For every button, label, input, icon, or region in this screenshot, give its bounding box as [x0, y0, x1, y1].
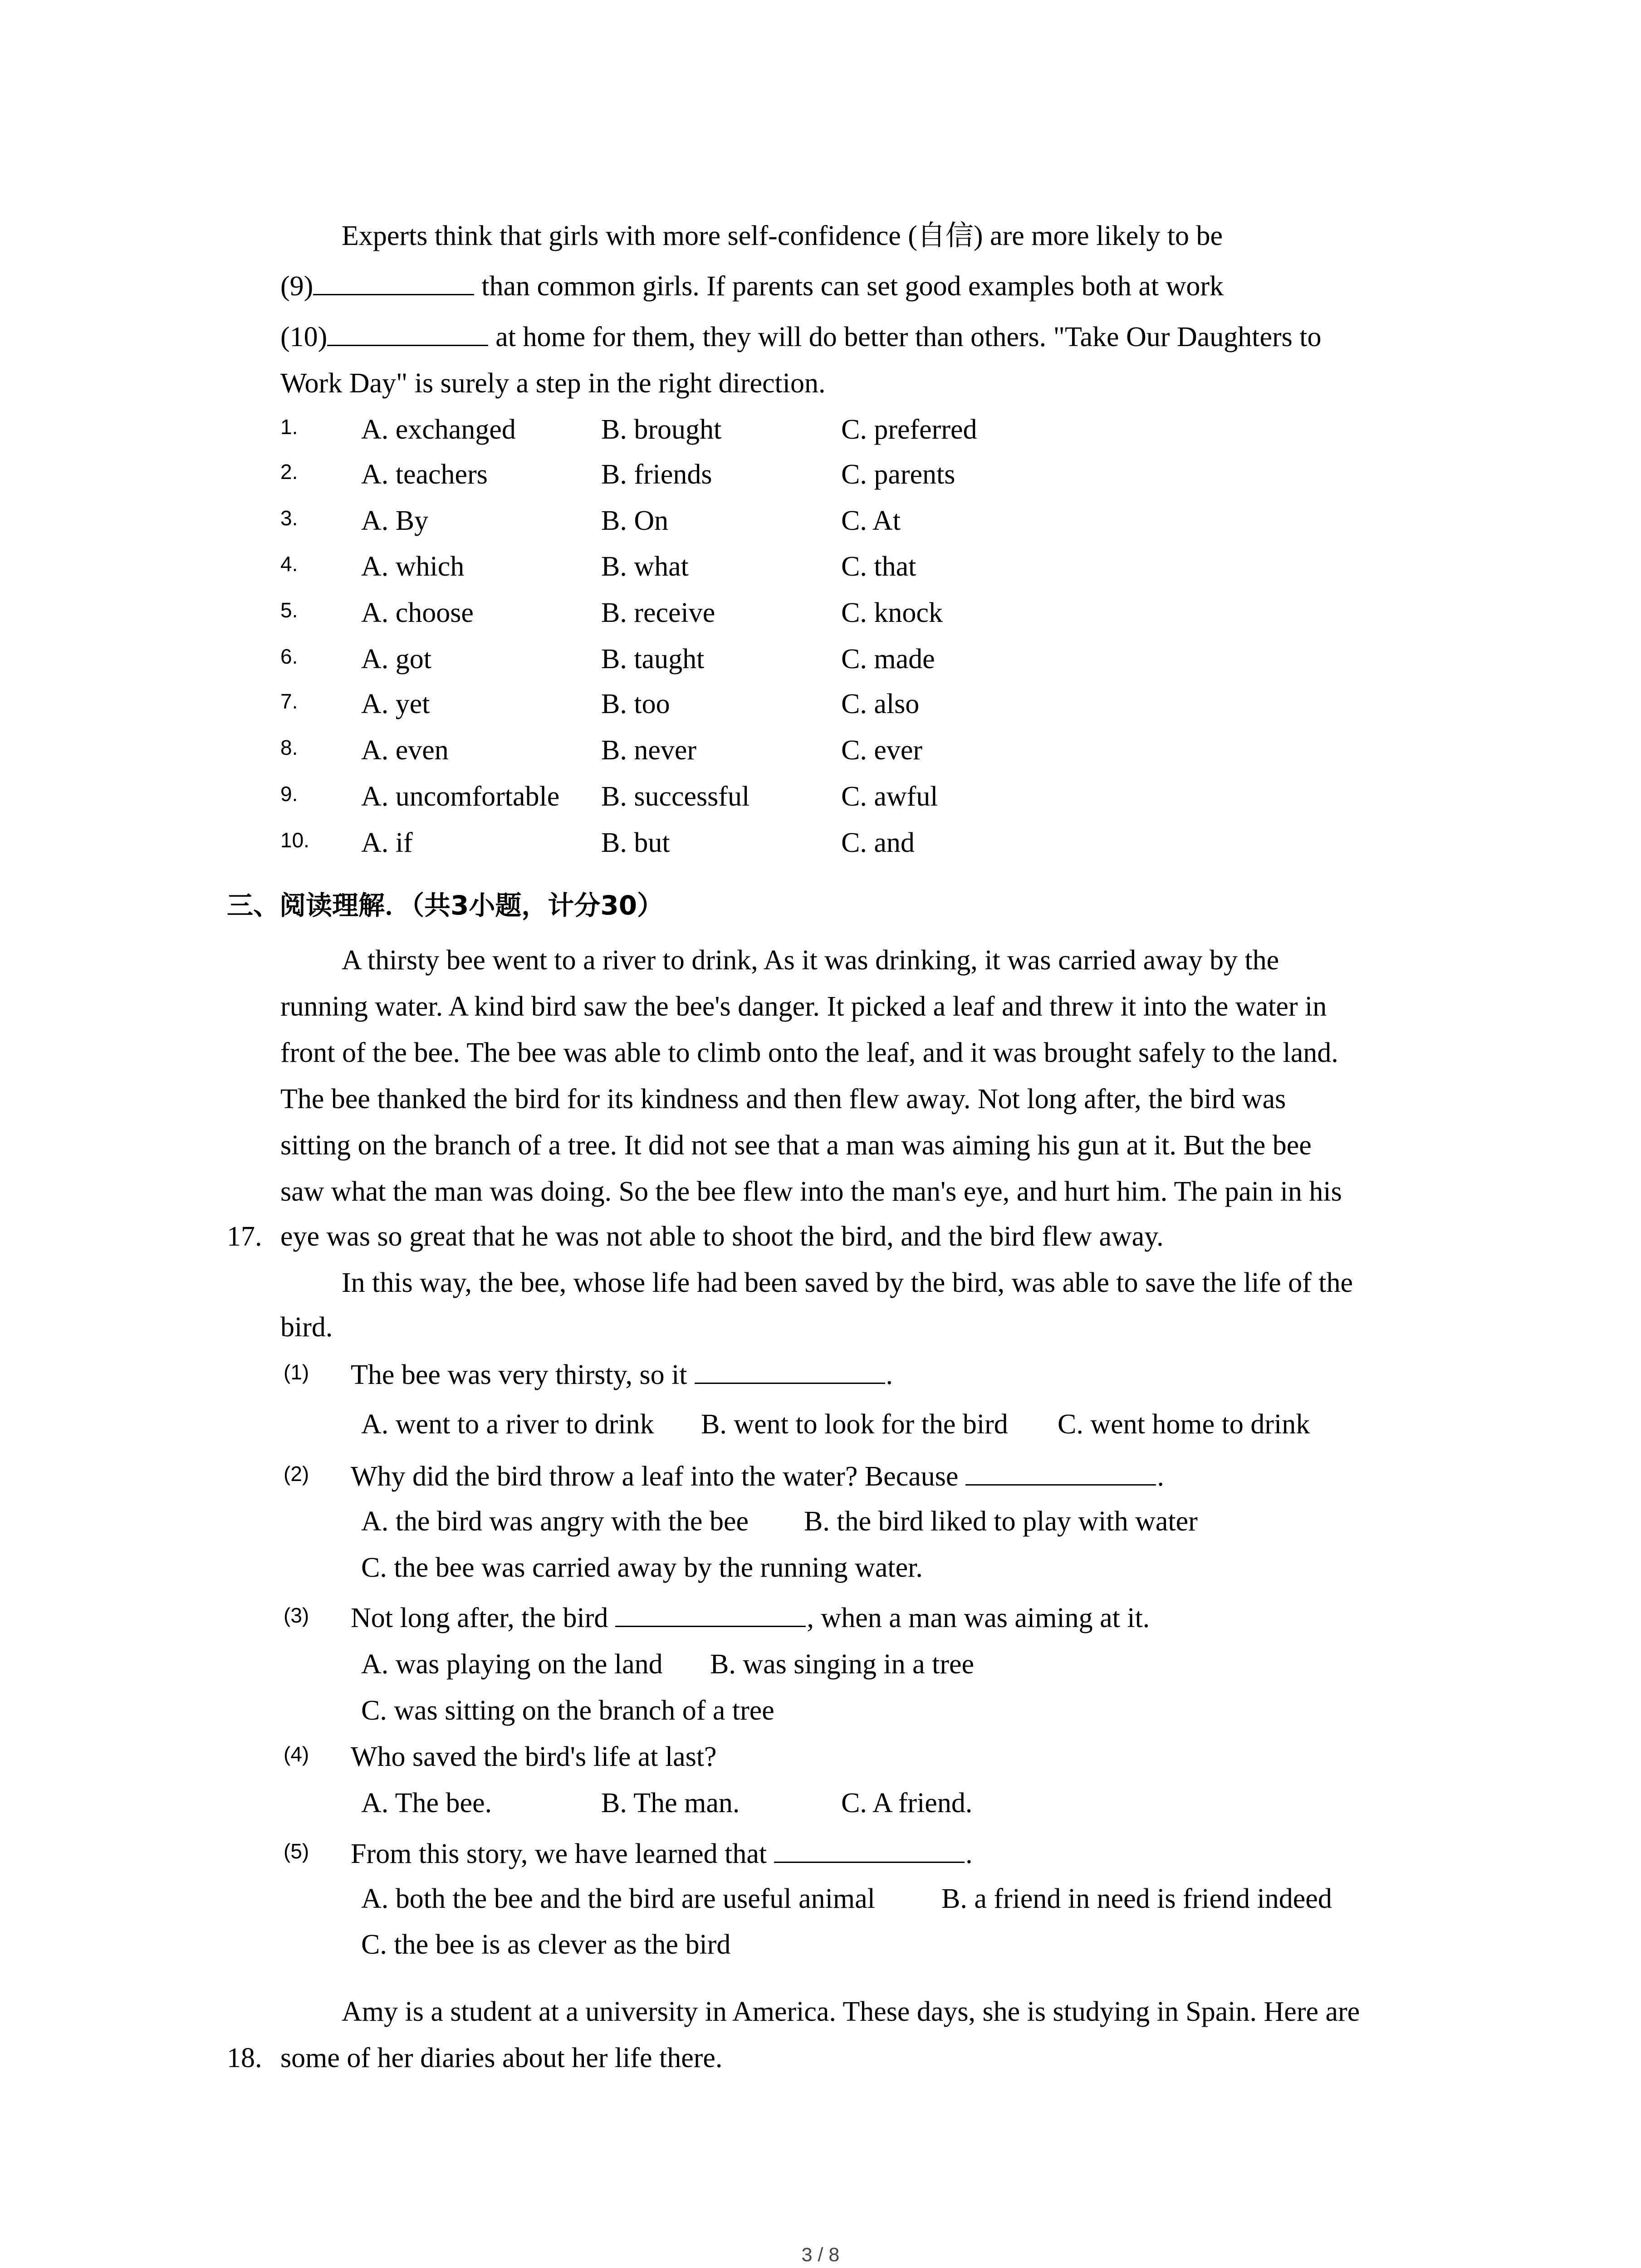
option-a: A. exchanged — [361, 414, 516, 445]
option-c: C. the bee was carried away by the running water. — [361, 1552, 923, 1583]
option-a: A. was playing on the land — [361, 1649, 663, 1680]
stem-text: Why did the bird throw a leaf into the water? Because — [351, 1461, 959, 1492]
option-a: A. went to a river to drink — [361, 1409, 654, 1440]
option-c: C. made — [841, 644, 935, 675]
cloze-line: Experts think that girls with more self-confidence (自信) are more likely to be — [342, 220, 1223, 251]
passage-17-line: In this way, the bee, whose life had been saved by the bird, was able to save the life of the — [342, 1267, 1353, 1298]
passage-17-line: running water. A kind bird saw the bee's danger. It picked a leaf and threw it into the water in — [280, 991, 1327, 1022]
passage-18-line: Amy is a student at a university in America. These days, she is studying in Spain. Here are — [342, 1996, 1360, 2027]
option-c: C. that — [841, 551, 916, 582]
sub-question-stem — [351, 1600, 1150, 1636]
option-c: C. parents — [841, 459, 955, 490]
option-b: B. taught — [601, 644, 705, 675]
option-number: 4. — [280, 552, 298, 576]
passage-17-line: bird. — [280, 1312, 333, 1343]
option-b: B. friends — [601, 459, 712, 490]
option-b: B. The man. — [601, 1788, 740, 1818]
option-b: B. successful — [601, 781, 750, 812]
option-b: B. went to look for the bird — [701, 1409, 1008, 1440]
option-number: 6. — [280, 645, 298, 668]
option-a: A. even — [361, 735, 449, 766]
option-c: C. preferred — [841, 414, 977, 445]
option-b: B. but — [601, 827, 670, 858]
option-number: 5. — [280, 598, 298, 622]
stem-text: , when a man was aiming at it. — [807, 1603, 1150, 1633]
answer-blank — [327, 322, 488, 346]
option-a: A. uncomfortable — [361, 781, 560, 812]
section-heading: 三、阅读理解．（共3小题，计分30） — [227, 890, 664, 921]
passage-17-line: eye was so great that he was not able to shoot the bird, and the bird flew away. — [280, 1221, 1164, 1252]
option-c: C. A friend. — [841, 1788, 973, 1818]
option-number: 1. — [280, 415, 298, 439]
option-a: A. the bird was angry with the bee — [361, 1506, 749, 1537]
passage-17-line: saw what the man was doing. So the bee flew into the man's eye, and hurt him. The pain in his — [280, 1176, 1342, 1207]
cloze-text: than common girls. If parents can set good examples both at work — [481, 271, 1224, 302]
option-b: B. never — [601, 735, 697, 766]
answer-blank — [774, 1839, 965, 1863]
option-a: A. The bee. — [361, 1788, 492, 1818]
option-b: B. what — [601, 551, 689, 582]
stem-text: From this story, we have learned that — [351, 1838, 767, 1869]
question-number-17: 17. — [227, 1221, 262, 1252]
sub-question-stem: Who saved the bird's life at last? — [351, 1741, 717, 1772]
page-number: 3 / 8 — [801, 2244, 840, 2266]
answer-blank — [313, 271, 474, 295]
option-c: C. was sitting on the branch of a tree — [361, 1695, 774, 1726]
option-number: 7. — [280, 689, 298, 713]
cloze-text: at home for them, they will do better than others. "Take Our Daughters to — [495, 322, 1322, 352]
option-c: C. the bee is as clever as the bird — [361, 1929, 731, 1960]
option-a: A. By — [361, 505, 429, 536]
option-number: 2. — [280, 460, 298, 484]
option-number: 3. — [280, 506, 298, 530]
blank-number: (10) — [280, 322, 328, 352]
cloze-line: Work Day" is surely a step in the right direction. — [280, 368, 826, 399]
option-number: 8. — [280, 736, 298, 759]
option-c: C. went home to drink — [1058, 1409, 1310, 1440]
option-number: 9. — [280, 782, 298, 806]
cloze-line — [280, 319, 1322, 355]
blank-number: (9) — [280, 271, 314, 302]
sub-question-number: (1) — [284, 1360, 309, 1384]
sub-question-number: (3) — [284, 1603, 309, 1627]
option-c: C. also — [841, 689, 920, 719]
option-b: B. brought — [601, 414, 722, 445]
option-a: A. choose — [361, 597, 474, 628]
option-a: A. both the bee and the bird are useful animal — [361, 1883, 875, 1914]
sub-question-stem — [351, 1458, 1164, 1495]
answer-blank — [965, 1461, 1156, 1486]
stem-text: The bee was very thirsty, so it — [351, 1359, 687, 1390]
option-a: A. if — [361, 827, 413, 858]
option-b: B. receive — [601, 597, 715, 628]
question-number-18: 18. — [227, 2043, 262, 2073]
option-b: B. On — [601, 505, 669, 536]
option-c: C. ever — [841, 735, 923, 766]
option-b: B. was singing in a tree — [710, 1649, 975, 1680]
option-a: A. yet — [361, 689, 430, 719]
sub-question-stem — [351, 1357, 893, 1393]
sub-question-number: (4) — [284, 1742, 309, 1766]
passage-17-line: A thirsty bee went to a river to drink, As it was drinking, it was carried away by the — [342, 945, 1279, 976]
option-c: C. and — [841, 827, 915, 858]
sub-question-stem — [351, 1836, 973, 1872]
option-a: A. got — [361, 644, 431, 675]
passage-17-line: front of the bee. The bee was able to climb onto the leaf, and it was brought safely to the land. — [280, 1037, 1338, 1068]
option-c: C. knock — [841, 597, 943, 628]
stem-text: . — [886, 1359, 893, 1390]
sub-question-number: (5) — [284, 1839, 309, 1863]
option-c: C. awful — [841, 781, 938, 812]
stem-text: . — [965, 1838, 973, 1869]
answer-blank — [615, 1603, 806, 1627]
passage-17-line: The bee thanked the bird for its kindness and then flew away. Not long after, the bird was — [280, 1084, 1286, 1114]
cloze-line — [280, 268, 1224, 304]
stem-text: Not long after, the bird — [351, 1603, 608, 1633]
answer-blank — [695, 1360, 885, 1384]
option-number: 10. — [280, 828, 309, 852]
option-a: A. which — [361, 551, 465, 582]
option-b: B. the bird liked to play with water — [804, 1506, 1198, 1537]
passage-18-line: some of her diaries about her life there. — [280, 2043, 723, 2073]
option-b: B. too — [601, 689, 670, 719]
option-c: C. At — [841, 505, 901, 536]
stem-text: . — [1157, 1461, 1164, 1492]
passage-17-line: sitting on the branch of a tree. It did not see that a man was aiming his gun at it. But the bee — [280, 1130, 1312, 1161]
option-a: A. teachers — [361, 459, 488, 490]
sub-question-number: (2) — [284, 1462, 309, 1486]
option-b: B. a friend in need is friend indeed — [941, 1883, 1332, 1914]
